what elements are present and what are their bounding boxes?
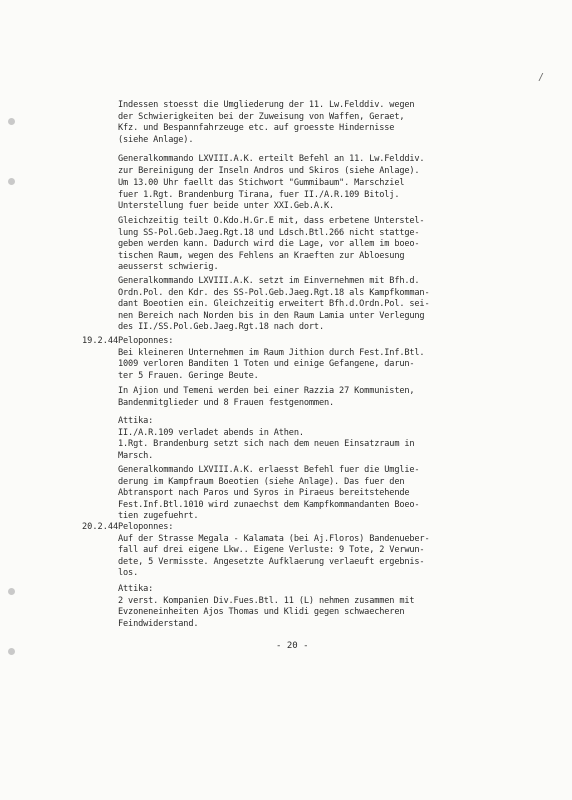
text-line: Um 13.00 Uhr faellt das Stichwort "Gummibaum". Marschziel [118,178,405,188]
paragraph [118,465,468,523]
text-line: Kfz. und Bespannfahrzeuge etc. auf groesste Hindernisse [118,123,395,134]
punch-hole [8,118,15,125]
text-line: Unterstellung fuer beide unter XXI.Geb.A.K. [118,201,335,212]
text-line: nen Bereich nach Norden bis in den Raum Lamia unter Verlegung [118,310,425,321]
punch-hole [8,588,15,595]
text-line: Attika: [118,416,154,426]
paragraph [118,584,468,630]
paragraph [118,100,468,146]
text-line: 2 verst. Kompanien Div.Fues.Btl. 11 (L) nehmen zusammen mit [118,595,415,606]
entry-date: 19.2.44 [82,336,119,346]
text-line: Attika: [118,584,154,594]
punch-hole [8,648,15,655]
text-line: Ordn.Pol. den Kdr. des SS-Pol.Geb.Jaeg.Rgt.18 als Kampfkomman- [118,287,430,298]
text-line: dant Boeotien ein. Gleichzeitig erweitert Bfh.d.Ordn.Pol. sei- [118,299,430,310]
text-line: 1009 verloren Banditen 1 Toten und einige Gefangene, darun- [118,359,415,370]
text-line: ter 5 Frauen. Geringe Beute. [118,370,259,381]
text-line: tischen Raum, wegen des Fehlens an Kraeften zur Abloesung [118,250,405,261]
text-line: lung SS-Pol.Geb.Jaeg.Rgt.18 und Ldsch.Btl.266 nicht stattge- [118,227,420,238]
text-line: fuer 1.Rgt. Brandenburg Tirana, fuer II./A.R.109 Bitolj. [118,189,400,200]
text-line: Peloponnes: [118,336,174,346]
text-line: geben werden kann. Dadurch wird die Lage, vor allem im boeo- [118,239,420,250]
paragraph [118,522,468,580]
text-line: II./A.R.109 verladet abends in Athen. [118,427,304,438]
text-line: In Ajion und Temeni werden bei einer Razzia 27 Kommunisten, [118,386,415,396]
paragraph [118,154,468,177]
paragraph [118,216,468,274]
text-line: Generalkommando LXVIII.A.K. setzt im Einvernehmen mit Bfh.d. [118,276,420,286]
text-line: Indessen stoesst die Umgliederung der 11. Lw.Felddiv. wegen [118,100,415,110]
text-line: los. [118,568,139,579]
paragraph [118,386,468,409]
text-line: Bandenmitglieder und 8 Frauen festgenommen. [118,397,335,408]
margin-mark: / [537,72,544,83]
text-line: aeusserst schwierig. [118,262,219,273]
text-line: Gleichzeitig teilt O.Kdo.H.Gr.E mit, dass erbetene Unterstel- [118,216,425,226]
text-line: Marsch. [118,450,154,461]
paragraph [118,276,468,334]
text-line: dete, 5 Vermisste. Angesetzte Aufklaerung verlaeuft ergebnis- [118,556,425,567]
text-line: Abtransport nach Paros und Syros in Piraeus bereitstehende [118,488,410,499]
text-line: des II./SS.Pol.Geb.Jaeg.Rgt.18 nach dort. [118,322,324,333]
text-line: Peloponnes: [118,522,174,532]
text-line: Generalkommando LXVIII.A.K. erlaesst Befehl fuer die Umglie- [118,465,420,475]
text-line: Generalkommando LXVIII.A.K. erteilt Befehl an 11. Lw.Felddiv. [118,154,425,164]
text-line: 1.Rgt. Brandenburg setzt sich nach dem neuen Einsatzraum in [118,439,415,450]
page-number: - 20 - [276,641,309,651]
text-line: der Schwierigkeiten bei der Zuweisung von Waffen, Geraet, [118,111,405,122]
paragraph [118,336,468,382]
entry-date: 20.2.44 [82,522,119,532]
text-line: Evzoneneinheiten Ajos Thomas und Klidi gegen schwaecheren [118,607,405,618]
text-line: derung im Kampfraum Boeotien (siehe Anlage). Das fuer den [118,476,405,487]
text-line: Fest.Inf.Btl.1010 wird zunaechst dem Kampfkommandanten Boeo- [118,499,420,510]
text-line: Auf der Strasse Megala - Kalamata (bei Aj.Floros) Bandenueber- [118,533,430,544]
text-line: tien zugefuehrt. [118,511,199,522]
punch-hole [8,178,15,185]
text-line: Bei kleineren Unternehmen im Raum Jithion durch Fest.Inf.Btl. [118,347,425,358]
text-line: (siehe Anlage). [118,134,194,145]
text-line: zur Bereinigung der Inseln Andros und Skiros (siehe Anlage). [118,165,420,176]
paragraph [118,416,468,462]
text-line: fall auf drei eigene Lkw.. Eigene Verluste: 9 Tote, 2 Verwun- [118,545,425,556]
text-line: Feindwiderstand. [118,618,199,629]
paragraph [118,178,468,213]
